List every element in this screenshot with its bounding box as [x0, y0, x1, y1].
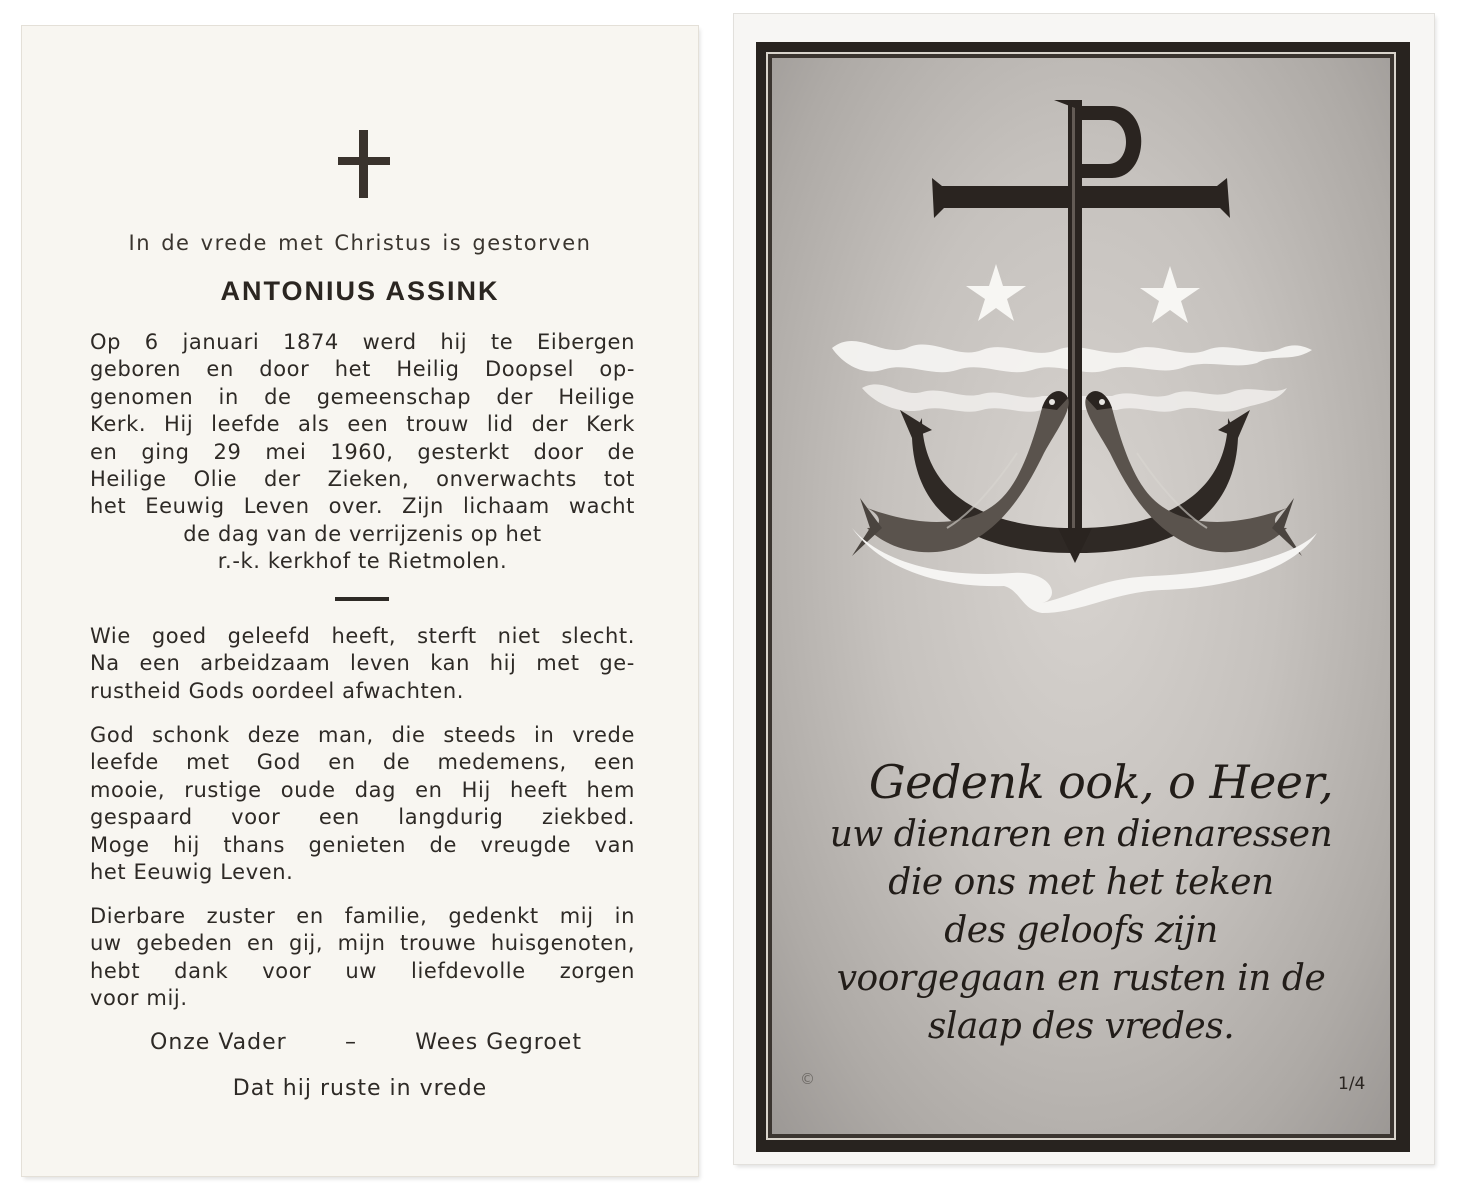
farewell-paragraph	[90, 903, 635, 1013]
print-code: 1/4	[1338, 1074, 1366, 1094]
bio-line: Kerk. Hij leefde als een trouw lid der Kerk	[90, 412, 635, 437]
tribute-paragraph	[90, 722, 635, 886]
deceased-name: ANTONIUS ASSINK	[220, 276, 500, 306]
prayer-separator: –	[344, 1030, 357, 1055]
copyright-mark: ©	[800, 1070, 815, 1088]
paragraph-line: mooie, rustige oude dag en Hij heeft hem	[90, 777, 635, 802]
paragraph-line: God schonk deze man, die steeds in vrede	[90, 723, 635, 747]
black-mourning-border	[756, 42, 1410, 1152]
biography-paragraph	[90, 329, 635, 576]
verse-line: des geloofs zijn	[944, 910, 1218, 951]
paragraph-line: gespaard voor een langdurig ziekbed.	[90, 805, 635, 830]
rho-loop	[1075, 106, 1141, 178]
bio-line: geboren en door het Heilig Doopsel op-	[90, 357, 635, 382]
verse-line: voorgegaan en rusten in de	[836, 958, 1326, 999]
paragraph-line: Wie goed geleefd heeft, sterft niet slecht.	[90, 624, 635, 648]
bio-line: het Eeuwig Leven over. Zijn lichaam wacht	[90, 494, 635, 519]
bio-line: Op 6 januari 1874 werd hij te Eibergen	[90, 330, 635, 354]
bio-line: genomen in de gemeenschap der Heilige	[90, 384, 635, 409]
closing-line: Dat hij ruste in vrede	[232, 1076, 488, 1101]
divider-rule	[335, 597, 389, 601]
reflection-paragraph	[90, 623, 635, 705]
star-right-icon	[1140, 266, 1200, 323]
image-panel	[772, 58, 1390, 1134]
paragraph-line: hebt dank voor uw liefdevolle zorgen	[90, 958, 635, 983]
prayer-hail-mary: Wees Gegroet	[415, 1030, 582, 1055]
verse-line: slaap des vredes.	[927, 1006, 1235, 1047]
memorial-card-image-side	[734, 14, 1434, 1164]
star-left-icon	[966, 264, 1026, 321]
bio-line: en ging 29 mei 1960, gesterkt door de	[90, 439, 635, 464]
paragraph-line: uw gebeden en gij, mijn trouwe huisgenoten,	[90, 931, 635, 956]
verse-line: die ons met het teken	[888, 862, 1274, 903]
cross-icon	[338, 130, 390, 198]
bio-line: r.-k. kerkhof te Rietmolen.	[217, 549, 508, 574]
bio-line: Heilige Olie der Zieken, onverwachts tot	[90, 467, 635, 492]
paragraph-line: leefde met God en de medemens, een	[90, 750, 635, 775]
prayer-line	[150, 1030, 582, 1055]
bio-line: de dag van de verrijzenis op het	[183, 521, 542, 546]
paragraph-line: Dierbare zuster en familie, gedenkt mij in	[90, 904, 635, 928]
paragraph-line: Moge hij thans genieten de vreugde van	[90, 832, 635, 857]
verse-line: uw dienaren en dienaressen	[829, 814, 1333, 855]
paragraph-line: Na een arbeidzaam leven kan hij met ge-	[90, 651, 635, 676]
intro-line: In de vrede met Christus is gestorven	[128, 231, 592, 255]
scripture-verse	[772, 753, 1390, 1051]
paragraph-line: voor mij.	[90, 986, 188, 1011]
paragraph-line: rustheid Gods oordeel afwachten.	[90, 678, 465, 703]
paragraph-line: het Eeuwig Leven.	[90, 860, 294, 885]
chi-rho-anchor-emblem	[772, 58, 1390, 678]
prayer-our-father: Onze Vader	[150, 1030, 287, 1055]
inner-frame-line	[766, 52, 1396, 1140]
memorial-card-text-side	[22, 26, 698, 1176]
verse-line: Gedenk ook, o Heer,	[868, 755, 1334, 809]
